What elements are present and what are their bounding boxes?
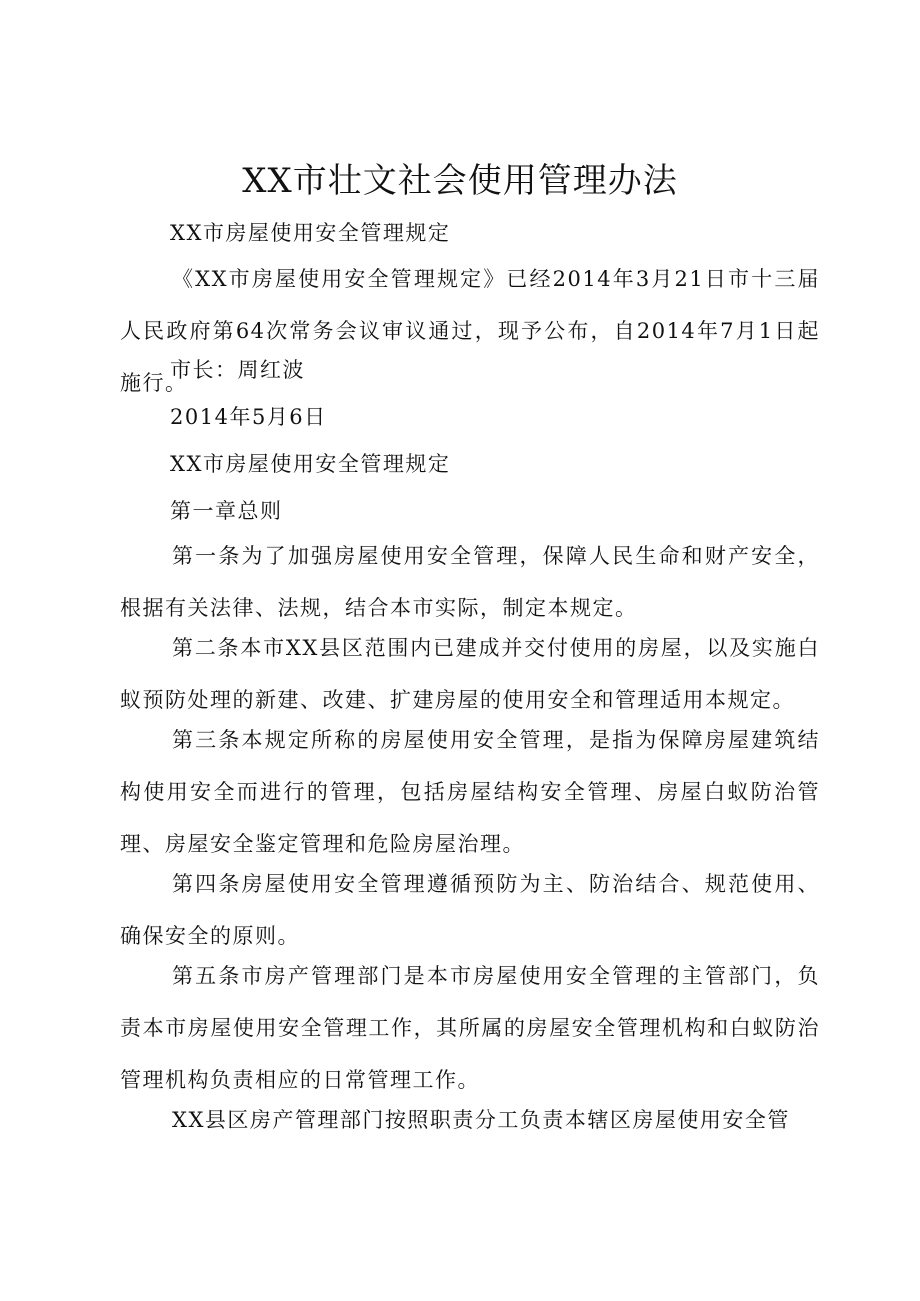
announcement-paragraph: 《XX市房屋使用安全管理规定》已经2014年3月21日市十三届人民政府第64次常务会议审议通过，现予公布，自2014年7月1日起施行。 xyxy=(120,267,820,395)
article-3-paragraph: 第三条本规定所称的房屋使用安全管理，是指为保障房屋建筑结构使用安全而进行的管理，包括房屋结构安全管理、房屋白蚁防治管理、房屋安全鉴定管理和危险房屋治理。 xyxy=(120,728,820,856)
chapter-heading: 第一章总则 xyxy=(170,499,283,523)
document-title: XX市壮文社会使用管理办法 xyxy=(242,161,678,201)
article-1-paragraph: 第一条为了加强房屋使用安全管理，保障人民生命和财产安全，根据有关法律、法规，结合本市实际，制定本规定。 xyxy=(120,544,820,620)
issue-date-line: 2014年5月6日 xyxy=(170,405,327,429)
article-2-paragraph: 第二条本市XX县区范围内已建成并交付使用的房屋，以及实施白蚁预防处理的新建、改建、扩建房屋的使用安全和管理适用本规定。 xyxy=(120,636,820,712)
regulation-heading-line: XX市房屋使用安全管理规定 xyxy=(170,452,451,476)
mayor-signature-line: 市长：周红波 xyxy=(170,358,305,382)
article-4-paragraph: 第四条房屋使用安全管理遵循预防为主、防治结合、规范使用、确保安全的原则。 xyxy=(120,872,820,948)
article-5-paragraph: 第五条市房产管理部门是本市房屋使用安全管理的主管部门，负责本市房屋使用安全管理工作，其所属的房屋安全管理机构和白蚁防治管理机构负责相应的日常管理工作。 xyxy=(120,964,820,1092)
regulation-name-line: XX市房屋使用安全管理规定 xyxy=(170,221,451,245)
article-5-continued-paragraph: XX县区房产管理部门按照职责分工负责本辖区房屋使用安全管 xyxy=(172,1108,790,1132)
